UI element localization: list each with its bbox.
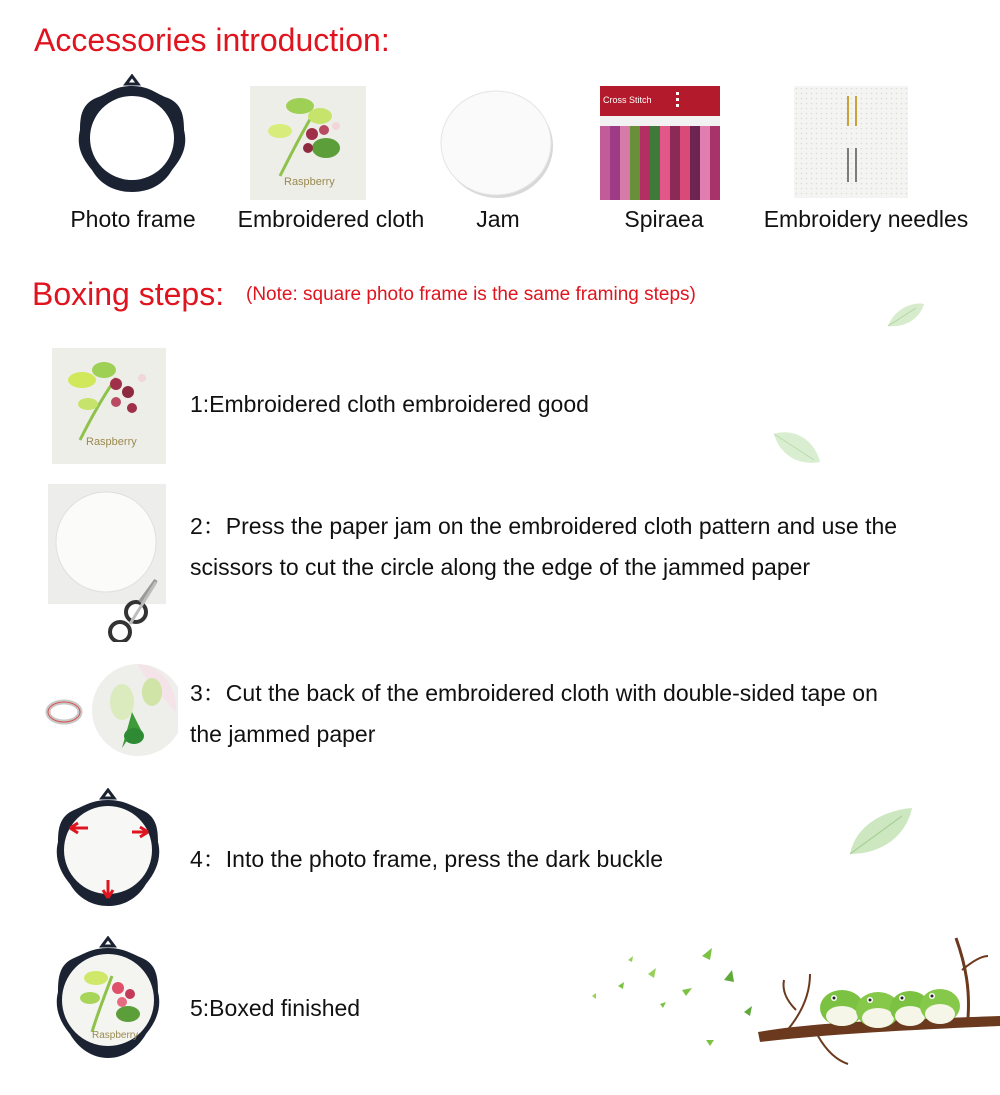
step-5-image — [52, 936, 164, 1064]
step-3-text: 3：Cut the back of the embroidered cloth with double-sided tape on the jammed paper — [190, 680, 878, 747]
thread-card-title: Cross Stitch — [603, 95, 652, 105]
accessory-label-embroidered-cloth: Embroidered cloth — [237, 206, 425, 232]
boxing-steps-note: (Note: square photo frame is the same framing steps) — [246, 284, 696, 305]
birds-on-branch-illustration — [588, 930, 1000, 1070]
accessory-label-photo-frame: Photo frame — [70, 206, 196, 232]
step-1-text: 1:Embroidered cloth embroidered good — [190, 391, 589, 417]
step-5-text: 5:Boxed finished — [190, 995, 361, 1021]
step-3-image — [42, 652, 178, 764]
step-4-image — [52, 788, 164, 912]
embroidered-cloth-icon — [250, 86, 366, 200]
accessory-label-spiraea: Spiraea — [624, 206, 704, 232]
photo-frame-icon — [72, 74, 192, 198]
needles-icon — [794, 86, 908, 198]
paper-jam-icon — [440, 88, 556, 200]
leaf-decoration-icon — [886, 300, 926, 330]
boxing-steps-heading: Boxing steps: — [32, 276, 225, 312]
cloth-caption: Raspberry — [284, 176, 335, 188]
step-2-image — [48, 484, 168, 642]
accessory-label-jam: Jam — [476, 206, 520, 232]
step-1-caption: Raspberry — [86, 436, 137, 448]
accessories-heading: Accessories introduction: — [34, 22, 390, 58]
leaf-decoration-icon — [770, 428, 822, 468]
step-1-image — [52, 348, 166, 464]
accessory-label-embroidery-needles: Embroidery needles — [763, 206, 969, 232]
thread-skeins-icon — [600, 86, 720, 200]
step-4-text: 4：Into the photo frame, press the dark buckle — [190, 846, 664, 872]
step-2-text: 2：Press the paper jam on the embroidered cloth pattern and use the scissors to cut the circle along the edge of the jammed paper — [190, 513, 898, 580]
step-5-caption: Raspberry — [92, 1030, 139, 1041]
